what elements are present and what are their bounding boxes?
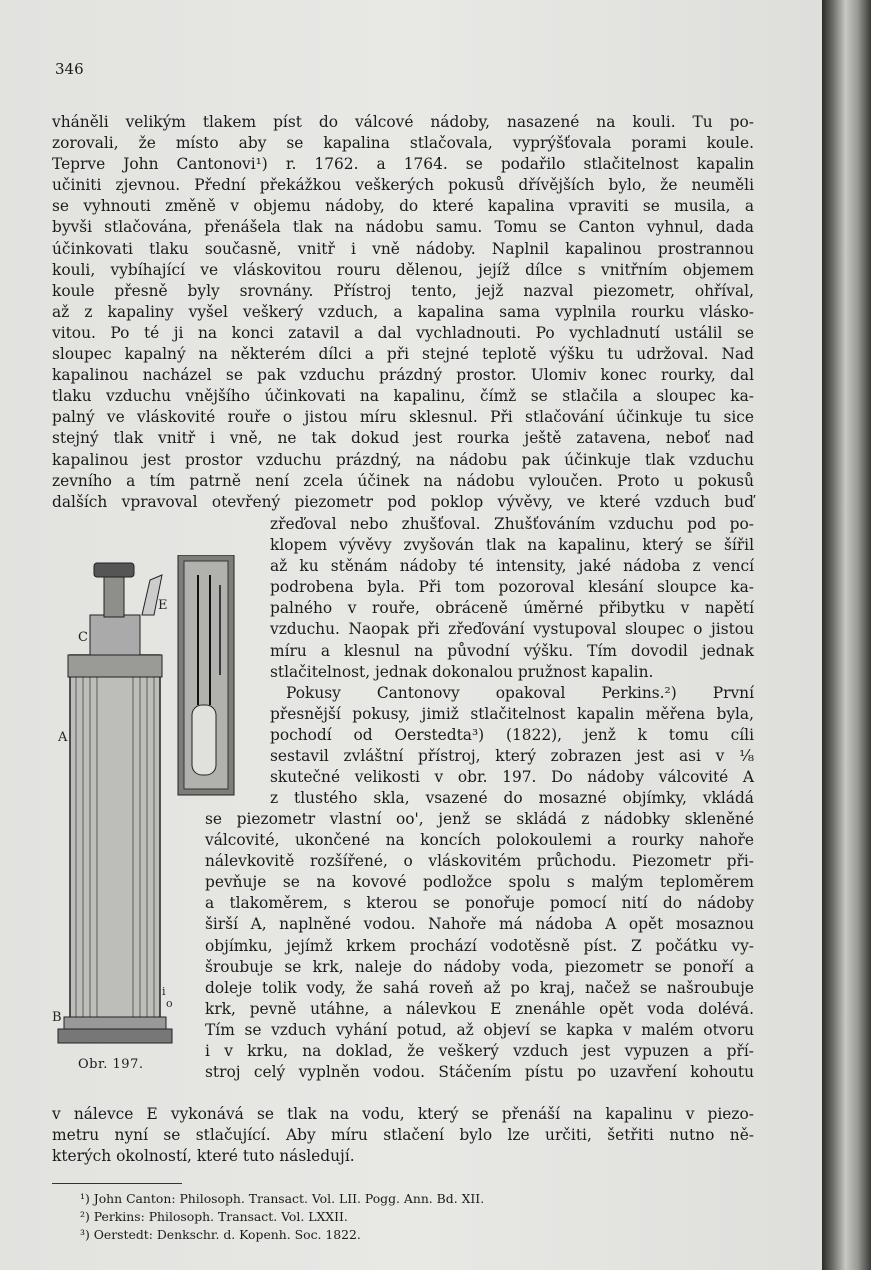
text-line: dalších vpravoval otevřený piezometr pod poklop vývěvy, ve které vzduch buď [52, 492, 754, 511]
footnote-3: ³) Oerstedt: Denkschr. d. Kopenh. Soc. 1822. [80, 1227, 361, 1242]
text-line: skutečné velikosti v obr. 197. Do nádoby válcovité A [270, 768, 754, 787]
text-line: krk, pevně utáhne, a nálevkou E znenáhle opět voda dolévá. [205, 999, 754, 1018]
text-line: z tlustého skla, vsazené do mosazné objímky, vkládá [270, 789, 754, 808]
text-line: širší A, naplněné vodou. Nahoře má nádoba A opět mosaznou [205, 915, 754, 934]
text-line: přesnější pokusy, jimiž stlačitelnost kapalin měřena byla, [270, 705, 754, 724]
text-line: klopem vývěvy zvyšován tlak na kapalinu, který se šířil [270, 536, 754, 555]
footnote-rule [52, 1183, 182, 1184]
text-line: až ku stěnám nádoby té intensity, jaké nádoba z vencí [270, 557, 754, 576]
label-o: o [166, 997, 173, 1010]
text-line: vháněli velikým tlakem píst do válcové nádoby, nasazené na kouli. Tu po- [52, 113, 754, 131]
text-line: válcovité, ukončené na koncích polokoulemi a rourky nahoře [205, 831, 754, 850]
paragraph-wrap-2 [270, 683, 754, 810]
text-line: šroubuje se krk, naleje do nádoby voda, piezometr se ponoří a [205, 957, 754, 976]
text-line: vzduchu. Naopak při zřeďování vystupoval sloupec o jistou [270, 620, 754, 639]
text-line: Teprve John Cantonovi¹) r. 1762. a 1764. se podařilo stlačitelnost kapalin [52, 155, 754, 174]
text-line: se piezometr vlastní oo', jenž se skládá z nádobky skleněné [205, 810, 754, 828]
text-line: tlaku vzduchu vnějšího účinkovati na kapalinu, čímž se stlačila a sloupec ka- [52, 387, 754, 406]
text-line: učiniti zjevnou. Přední překážkou veškerých pokusů dřívějších bylo, že neuměli [52, 176, 754, 195]
text-line: sestavil zvláštní přístroj, který zobrazen jest asi v ¹⁄₈ [270, 747, 754, 766]
book-spine-edge [822, 0, 871, 1270]
text-line: až z kapaliny vyšel veškerý vzduch, a kapalina sama vyplnila rourku vlásko- [52, 302, 754, 321]
text-line: pevňuje se na kovové podložce spolu s malým teploměrem [205, 873, 754, 892]
text-line: palného v rouře, obráceně úměrné přibytku v napětí [270, 599, 754, 618]
text-line: Tím se vzduch vyhání potud, až objeví se kapka v malém otvoru [205, 1020, 754, 1039]
figure-caption: Obr. 197. [78, 1057, 144, 1072]
text-line: zorovali, že místo aby se kapalina stlačovala, vyprýšťovala porami koule. [52, 134, 754, 153]
text-line: sloupec kapalný na některém dílci a při stejné teplotě výšku tu udržoval. Nad [52, 345, 754, 364]
text-line: pochodí od Oerstedta³) (1822), jenž k tomu cíli [270, 726, 754, 745]
text-line: byvši stlačována, přenášela tlak na nádobu samu. Tomu se Canton vyhnul, dada [52, 218, 754, 237]
text-line: kouli, vybíhající ve vláskovitou rouru dělenou, jejíž dílce s vnitřním objemem [52, 260, 754, 279]
text-line: kapalinou nacházel se pak vzduchu prázdný prostor. Ulomiv konec rourky, dal [52, 366, 754, 385]
text-line: míru a klesnul na původní výšku. Tím dovodil jednak [270, 641, 754, 660]
paragraph-wrap-3 [205, 809, 754, 1083]
text-line: se vyhnouti změně v objemu nádoby, do které kapalina vpraviti se musila, a [52, 197, 754, 216]
text-line: v nálevce E vykonává se tlak na vodu, který se přenáší na kapalinu v piezo- [52, 1105, 754, 1123]
label-E: E [158, 598, 168, 613]
text-line: vitou. Po té ji na konci zatavil a dal vychladnouti. Po vychladnutí ustálil se [52, 323, 754, 342]
text-line: účinkovati tlaku současně, vnitř i vně nádoby. Naplnil kapalinou prostrannou [52, 239, 754, 258]
footnote-2: ²) Perkins: Philosoph. Transact. Vol. LXXII. [80, 1209, 348, 1224]
footnote-1: ¹) John Canton: Philosoph. Transact. Vol. LII. Pogg. Ann. Bd. XII. [80, 1191, 485, 1206]
text-line: zevního a tím patrně není zcela účinek na nádobu vyloučen. Proto u pokusů [52, 471, 754, 490]
text-line: i v krku, na doklad, že veškerý vzduch jest vypuzen a pří- [205, 1042, 754, 1061]
paragraph-top [52, 112, 754, 513]
text-line: kterých okolností, které tuto následují. [52, 1147, 355, 1166]
paragraph-wrap-1 [270, 514, 754, 683]
page-number: 346 [55, 60, 84, 78]
text-line: podrobena byla. Při tom pozoroval klesání sloupce ka- [270, 578, 754, 597]
text-line: stroj celý vyplněn vodou. Stáčením pístu po uzavření kohoutu [205, 1063, 754, 1082]
figure-197-apparatus [50, 555, 240, 1075]
label-B: B [52, 1010, 62, 1025]
label-C: C [78, 630, 88, 645]
text-line: metru nyní se stlačující. Aby míru stlačení bylo lze určiti, šetřiti nutno ně- [52, 1126, 754, 1145]
text-line: doleje tolik vody, že sahá roveň až po kraj, načež se našroubuje [205, 978, 754, 997]
paragraph-bottom [52, 1104, 754, 1167]
label-A: A [58, 730, 68, 745]
text-line: stejný tlak vnitř i vně, ne tak dokud jest rourka ještě zatavena, neboť nad [52, 429, 754, 448]
text-line: zřeďoval nebo zhušťoval. Zhušťováním vzduchu pod po- [270, 515, 754, 533]
text-line: stlačitelnost, jednak dokonalou pružnost kapalin. [270, 662, 654, 681]
text-line: koule přesně byly srovnány. Přístroj tento, jejž nazval piezometr, ohříval, [52, 281, 754, 300]
label-i: i [162, 985, 166, 998]
text-line: objímku, jejímž krkem prochází vodotěsně píst. Z počátku vy- [205, 936, 754, 955]
text-line: kapalinou jest prostor vzduchu prázdný, na nádobu pak účinkuje tlak vzduchu [52, 450, 754, 469]
text-line: a tlakoměrem, s kterou se ponořuje pomocí nití do nádoby [205, 894, 754, 913]
text-line: Pokusy Cantonovy opakoval Perkins.²) První [286, 684, 754, 702]
text-line: palný ve vláskovité rouře o jistou míru sklesnul. Při stlačování účinkuje tu sice [52, 408, 754, 427]
text-line: nálevkovitě rozšířené, o vláskovitém průchodu. Piezometr při- [205, 852, 754, 871]
